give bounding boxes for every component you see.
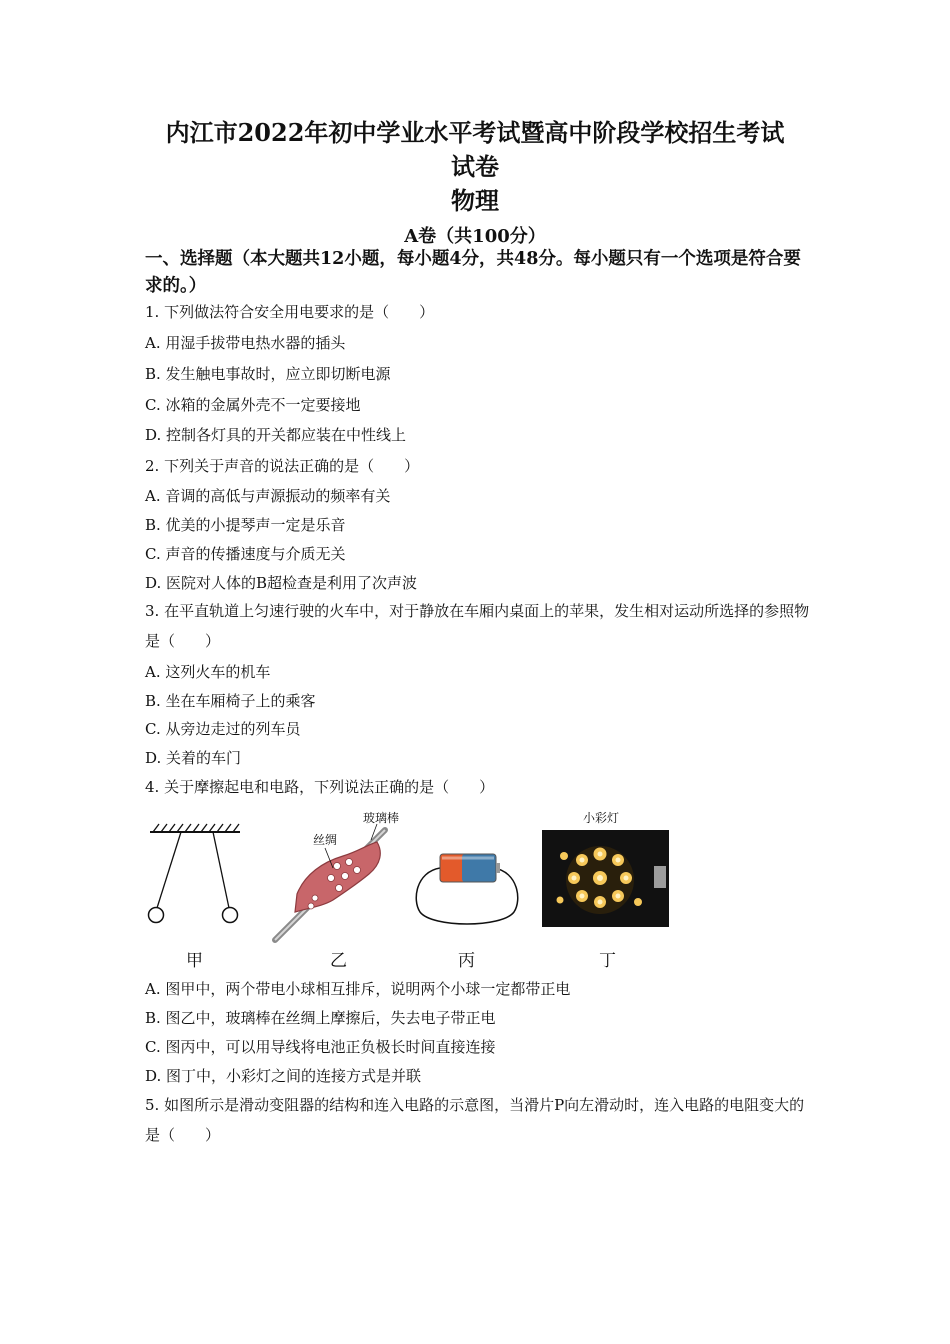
question-1-option-a: A. 用湿手拔带电热水器的插头 (145, 334, 346, 352)
figure-ding-string-lights (542, 830, 669, 927)
question-4-option-b: B. 图乙中，玻璃棒在丝绸上摩擦后，失去电子带正电 (145, 1009, 496, 1027)
exam-title-line1: 内江市2022年初中学业水平考试暨高中阶段学校招生考试 (165, 118, 785, 147)
glass-rod-label: 玻璃棒 (363, 811, 400, 825)
lights-label: 小彩灯 (583, 811, 620, 825)
question-2-option-a: A. 音调的高低与声源振动的频率有关 (145, 487, 391, 505)
question-4-option-a: A. 图甲中，两个带电小球相互排斥，说明两个小球一定都带正电 (145, 980, 571, 998)
question-3-option-d: D. 关着的车门 (145, 749, 242, 767)
figure-jia-charged-balls (145, 822, 245, 932)
question-2-stem: 2. 下列关于声音的说法正确的是（ ） (145, 457, 420, 475)
question-4-option-d: D. 图丁中，小彩灯之间的连接方式是并联 (145, 1067, 422, 1085)
subject-title: 物理 (451, 186, 499, 215)
figure-label-bing: 丙 (458, 951, 475, 971)
figure-label-yi: 乙 (330, 951, 347, 971)
silk-cloth (295, 842, 380, 912)
question-3-option-b: B. 坐在车厢椅子上的乘客 (145, 692, 316, 710)
ball-left (149, 908, 164, 923)
section-heading: 一、选择题（本大题共12小题，每小题4分，共48分。每小题只有一个选项是符合要求的。） (145, 249, 801, 296)
question-1-option-b: B. 发生触电事故时，应立即切断电源 (145, 365, 391, 383)
question-3-option-c: C. 从旁边走过的列车员 (145, 720, 301, 738)
question-1-option-d: D. 控制各灯具的开关都应装在中性线上 (145, 426, 407, 444)
question-2-option-c: C. 声音的传播速度与介质无关 (145, 545, 346, 563)
question-2-option-b: B. 优美的小提琴声一定是乐音 (145, 516, 346, 534)
question-4-option-c: C. 图丙中，可以用导线将电池正负极长时间直接连接 (145, 1038, 496, 1056)
exam-title-line2: 试卷 (451, 152, 499, 181)
question-4-stem: 4. 关于摩擦起电和电路，下列说法正确的是（ ） (145, 778, 495, 796)
figure-bing-battery-circuit (410, 848, 525, 928)
question-1-stem: 1. 下列做法符合安全用电要求的是（ ） (145, 303, 435, 321)
ball-right (223, 908, 238, 923)
question-3-option-a: A. 这列火车的机车 (145, 663, 271, 681)
figure-label-ding: 丁 (599, 951, 616, 971)
question-2-option-d: D. 医院对人体的B超检查是利用了次声波 (145, 574, 418, 592)
figure-label-jia: 甲 (186, 951, 203, 971)
question-5-stem: 5. 如图所示是滑动变阻器的结构和连入电路的示意图，当滑片P向左滑动时，连入电路的电阻变大的是（ ） (145, 1096, 805, 1144)
question-3-stem: 3. 在平直轨道上匀速行驶的火车中，对于静放在车厢内桌面上的苹果，发生相对运动所选择的参照物是（ ） (145, 602, 810, 650)
volume-heading: A卷（共100分） (404, 226, 546, 247)
question-1-option-c: C. 冰箱的金属外壳不一定要接地 (145, 396, 361, 414)
silk-label: 丝绸 (313, 833, 338, 847)
